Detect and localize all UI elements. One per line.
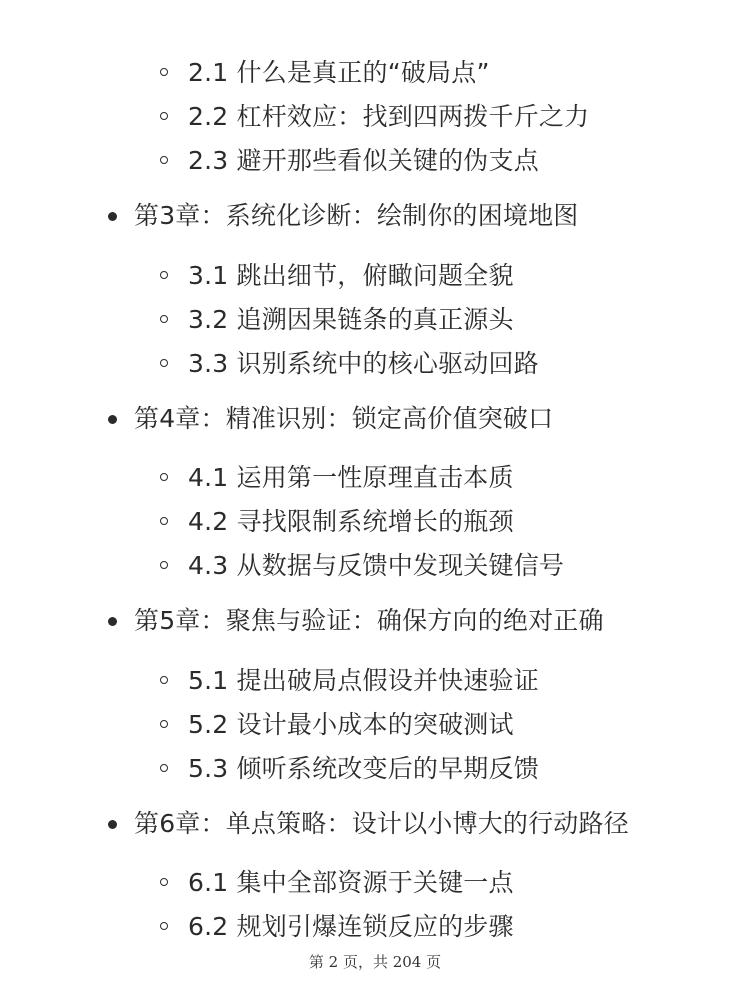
hollow-bullet-icon	[160, 878, 168, 886]
hollow-bullet-icon	[160, 561, 168, 569]
toc-section-6-2	[160, 910, 514, 944]
hollow-bullet-icon	[160, 676, 168, 684]
hollow-bullet-icon	[160, 359, 168, 367]
filled-bullet-icon	[108, 617, 117, 626]
filled-bullet-icon	[108, 212, 117, 221]
toc-section-4-2	[160, 505, 514, 539]
hollow-bullet-icon	[160, 473, 168, 481]
page-indicator: 第 2 页，共 204 页	[308, 953, 442, 971]
toc-section-3-1	[160, 259, 514, 293]
toc-section-label: 5.2 设计最小成本的突破测试	[188, 710, 514, 739]
hollow-bullet-icon	[160, 156, 168, 164]
toc-section-3-3	[160, 347, 539, 381]
toc-chapter-label: 第3章：系统化诊断：绘制你的困境地图	[134, 201, 579, 230]
hollow-bullet-icon	[160, 922, 168, 930]
toc-chapter-5	[108, 604, 604, 638]
toc-chapter-label: 第5章：聚焦与验证：确保方向的绝对正确	[134, 606, 604, 635]
toc-section-label: 4.3 从数据与反馈中发现关键信号	[188, 551, 565, 580]
toc-chapter-3	[108, 199, 579, 233]
toc-section-label: 6.1 集中全部资源于关键一点	[188, 868, 514, 897]
hollow-bullet-icon	[160, 112, 168, 120]
toc-section-label: 2.1 什么是真正的“破局点”	[188, 58, 490, 87]
hollow-bullet-icon	[160, 720, 168, 728]
toc-chapter-label: 第6章：单点策略：设计以小博大的行动路径	[134, 809, 629, 838]
toc-section-3-2	[160, 303, 514, 337]
toc-section-2-1	[160, 56, 490, 90]
hollow-bullet-icon	[160, 517, 168, 525]
toc-section-4-3	[160, 549, 564, 583]
toc-section-label: 3.3 识别系统中的核心驱动回路	[188, 349, 539, 378]
toc-chapter-6	[108, 807, 629, 841]
toc-section-6-1	[160, 866, 514, 900]
toc-section-5-3	[160, 752, 539, 786]
toc-section-5-1	[160, 664, 539, 698]
toc-chapter-4	[108, 402, 553, 436]
toc-chapter-label: 第4章：精准识别：锁定高价值突破口	[134, 404, 554, 433]
filled-bullet-icon	[108, 820, 117, 829]
toc-section-2-2	[160, 100, 589, 134]
toc-section-2-3	[160, 144, 539, 178]
filled-bullet-icon	[108, 415, 117, 424]
hollow-bullet-icon	[160, 764, 168, 772]
toc-section-label: 3.1 跳出细节，俯瞰问题全貌	[188, 261, 514, 290]
toc-section-label: 4.2 寻找限制系统增长的瓶颈	[188, 507, 514, 536]
toc-section-label: 2.2 杠杆效应：找到四两拨千斤之力	[188, 102, 590, 131]
hollow-bullet-icon	[160, 315, 168, 323]
toc-section-5-2	[160, 708, 514, 742]
toc-section-label: 2.3 避开那些看似关键的伪支点	[188, 146, 539, 175]
toc-section-label: 6.2 规划引爆连锁反应的步骤	[188, 912, 514, 941]
toc-section-label: 4.1 运用第一性原理直击本质	[188, 463, 514, 492]
toc-section-label: 5.1 提出破局点假设并快速验证	[188, 666, 539, 695]
toc-section-4-1	[160, 461, 514, 495]
hollow-bullet-icon	[160, 68, 168, 76]
toc-section-label: 3.2 追溯因果链条的真正源头	[188, 305, 514, 334]
hollow-bullet-icon	[160, 271, 168, 279]
toc-section-label: 5.3 倾听系统改变后的早期反馈	[188, 754, 539, 783]
